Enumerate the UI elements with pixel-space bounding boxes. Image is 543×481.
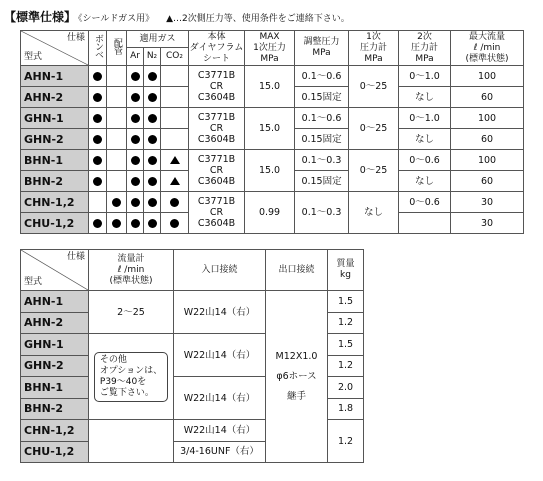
model-cell: CHN-1,2 [21, 420, 89, 442]
max-pressure-cell: 15.0 [245, 150, 295, 192]
ar-cell [127, 171, 144, 192]
dot-mark [93, 72, 102, 81]
max-flow-cell: 60 [451, 87, 524, 108]
spec-table [20, 30, 524, 234]
outlet-header: 出口接続 [266, 250, 328, 291]
n2-cell [144, 150, 161, 171]
bombe-header: ボンベ [89, 31, 107, 66]
p2-gauge-cell: なし [399, 87, 451, 108]
adjust-pressure-cell: 0.15固定 [295, 171, 349, 192]
pipe-cell [107, 66, 127, 87]
model-cell: BHN-2 [21, 398, 89, 420]
p2-gauge-cell: なし [399, 171, 451, 192]
dot-mark [93, 177, 102, 186]
table-row [21, 66, 524, 87]
dot-mark [148, 219, 157, 228]
n2-cell [144, 66, 161, 87]
adj-header: 調整圧力 MPa [295, 31, 349, 66]
co2-cell [161, 150, 189, 171]
pipe-cell [107, 171, 127, 192]
triangle-mark [170, 177, 180, 185]
ar-cell [127, 213, 144, 234]
pipe-cell [107, 87, 127, 108]
outlet-cell: M12X1.0 φ6ホース 継手 [266, 291, 328, 463]
pipe-cell [107, 108, 127, 129]
co2-cell [161, 213, 189, 234]
header-subtitle: 《シールドガス用》 [78, 14, 155, 24]
model-cell: AHN-1 [21, 291, 89, 313]
p1-gauge-cell: 0～25 [349, 66, 399, 108]
dot-mark [148, 114, 157, 123]
adjust-pressure-cell: 0.1～0.6 [295, 108, 349, 129]
mass-cell: 1.8 [328, 398, 364, 420]
flowmeter-header: 流量計 ℓ /min (標準状態) [89, 250, 174, 291]
p2-gauge-cell: なし [399, 129, 451, 150]
option-note-cell [89, 334, 174, 420]
co2-cell [161, 108, 189, 129]
adjust-pressure-cell: 0.15固定 [295, 87, 349, 108]
dot-mark [131, 93, 140, 102]
max-flow-cell: 30 [451, 192, 524, 213]
p1-gauge-cell: 0～25 [349, 150, 399, 192]
dot-mark [170, 219, 179, 228]
body-material-cell: C3771B CR C3604B [189, 150, 245, 192]
co2-cell [161, 129, 189, 150]
model-label-2: 型式 [24, 277, 43, 287]
bombe-cell [89, 213, 107, 234]
co2-header: CO₂ [161, 48, 189, 66]
max-pressure-cell: 15.0 [245, 66, 295, 108]
model-label: 型式 [24, 52, 43, 62]
dot-mark [93, 219, 102, 228]
connection-table [20, 249, 364, 463]
triangle-mark [170, 156, 180, 164]
model-cell: CHN-1,2 [21, 192, 89, 213]
bombe-cell [89, 66, 107, 87]
body-header: 本体 ダイヤフラム シート [189, 31, 244, 64]
inlet-header: 入口接続 [174, 250, 266, 291]
mass-cell: 1.2 [328, 420, 364, 463]
max-pressure-cell: 15.0 [245, 108, 295, 150]
dot-mark [93, 114, 102, 123]
mass-cell: 1.5 [328, 291, 364, 313]
max-flow-cell: 30 [451, 213, 524, 234]
dot-mark [112, 219, 121, 228]
model-cell: AHN-2 [21, 87, 89, 108]
table-row [21, 291, 364, 313]
model-cell: GHN-2 [21, 129, 89, 150]
header-title: 【標準仕様】 [4, 10, 77, 24]
co2-cell [161, 87, 189, 108]
model-cell: GHN-1 [21, 334, 89, 356]
dot-mark [148, 93, 157, 102]
dot-mark [131, 156, 140, 165]
p2-gauge-cell: 0～0.6 [399, 192, 451, 213]
dot-mark [148, 177, 157, 186]
bombe-cell [89, 129, 107, 150]
dot-mark [131, 177, 140, 186]
table-row [21, 108, 524, 129]
model-cell: CHU-1,2 [21, 441, 89, 463]
p1-header: 1次 圧力計 MPa [349, 31, 399, 66]
ar-cell [127, 192, 144, 213]
dot-mark [93, 135, 102, 144]
dot-mark [112, 198, 121, 207]
n2-cell [144, 87, 161, 108]
body-material-cell: C3771B CR C3604B [189, 108, 245, 150]
dot-mark [131, 135, 140, 144]
mass-header: 質量 kg [328, 250, 364, 291]
p2-gauge-cell [399, 213, 451, 234]
ar-cell [127, 66, 144, 87]
model-cell: CHU-1,2 [21, 213, 89, 234]
pipe-cell [107, 192, 127, 213]
flowmeter-empty-cell [89, 420, 174, 463]
p1-gauge-cell: なし [349, 192, 399, 234]
n2-cell [144, 171, 161, 192]
p2-gauge-cell: 0～1.0 [399, 108, 451, 129]
header [4, 6, 350, 24]
mass-cell: 1.2 [328, 312, 364, 334]
n2-header: N₂ [144, 48, 161, 66]
pipe-header: 配管 [107, 31, 127, 66]
dot-mark [131, 114, 140, 123]
n2-cell [144, 129, 161, 150]
pipe-cell [107, 213, 127, 234]
dot-mark [170, 198, 179, 207]
mass-cell: 2.0 [328, 377, 364, 399]
max-header: MAX 1次圧力 MPa [245, 31, 295, 66]
header-note: ▲…2次側圧力等、使用条件をご連絡下さい。 [166, 14, 350, 24]
max-flow-cell: 60 [451, 129, 524, 150]
model-cell: GHN-1 [21, 108, 89, 129]
dot-mark [131, 219, 140, 228]
bombe-cell [89, 87, 107, 108]
model-cell: BHN-1 [21, 150, 89, 171]
inlet-cell: W22山14（右） [174, 420, 266, 442]
dot-mark [93, 93, 102, 102]
pipe-cell [107, 129, 127, 150]
ar-cell [127, 129, 144, 150]
adjust-pressure-cell: 0.1～0.6 [295, 66, 349, 87]
bombe-cell [89, 108, 107, 129]
adjust-pressure-cell: 0.15固定 [295, 129, 349, 150]
flow-header: 最大流量 ℓ /min (標準状態) [451, 31, 524, 66]
model-cell: GHN-2 [21, 355, 89, 377]
n2-cell [144, 213, 161, 234]
ar-header: Ar [127, 48, 144, 66]
body-material-cell: C3771B CR C3604B [189, 66, 245, 108]
dot-mark [131, 72, 140, 81]
pipe-cell [107, 150, 127, 171]
body-material-cell: C3771B CR C3604B [189, 192, 245, 234]
max-flow-cell: 100 [451, 108, 524, 129]
dot-mark [148, 156, 157, 165]
spec-model-header-2 [21, 250, 89, 291]
adjust-pressure-cell: 0.1～0.3 [295, 192, 349, 234]
p1-gauge-cell: 0～25 [349, 108, 399, 150]
inlet-cell: W22山14（右） [174, 291, 266, 334]
adjust-pressure-cell: 0.1～0.3 [295, 150, 349, 171]
ar-cell [127, 108, 144, 129]
p2-header: 2次 圧力計 MPa [399, 31, 451, 66]
model-cell: BHN-2 [21, 171, 89, 192]
co2-cell [161, 66, 189, 87]
model-cell: AHN-1 [21, 66, 89, 87]
max-flow-cell: 60 [451, 171, 524, 192]
max-pressure-cell: 0.99 [245, 192, 295, 234]
n2-cell [144, 108, 161, 129]
co2-cell [161, 171, 189, 192]
dot-mark [148, 198, 157, 207]
inlet-cell: W22山14（右） [174, 377, 266, 420]
model-cell: AHN-2 [21, 312, 89, 334]
p2-gauge-cell: 0～1.0 [399, 66, 451, 87]
model-cell: BHN-1 [21, 377, 89, 399]
mass-cell: 1.2 [328, 355, 364, 377]
option-note: その他 オプションは、 P39～40を ご覧下さい。 [94, 352, 168, 402]
co2-cell [161, 192, 189, 213]
table-row [21, 192, 524, 213]
dot-mark [148, 135, 157, 144]
flowmeter-range-cell: 2～25 [89, 291, 174, 334]
ar-cell [127, 150, 144, 171]
bombe-cell [89, 192, 107, 213]
spec-label-2: 仕様 [66, 252, 85, 262]
inlet-cell: W22山14（右） [174, 334, 266, 377]
dot-mark [93, 156, 102, 165]
ar-cell [127, 87, 144, 108]
bombe-cell [89, 150, 107, 171]
dot-mark [148, 72, 157, 81]
table-row [21, 150, 524, 171]
max-flow-cell: 100 [451, 66, 524, 87]
inlet-cell: 3/4-16UNF（右） [174, 441, 266, 463]
mass-cell: 1.5 [328, 334, 364, 356]
spec-model-header [21, 31, 89, 66]
gas-header: 適用ガス [127, 31, 189, 48]
p2-gauge-cell: 0～0.6 [399, 150, 451, 171]
n2-cell [144, 192, 161, 213]
dot-mark [131, 198, 140, 207]
spec-label: 仕様 [66, 33, 85, 43]
bombe-cell [89, 171, 107, 192]
max-flow-cell: 100 [451, 150, 524, 171]
